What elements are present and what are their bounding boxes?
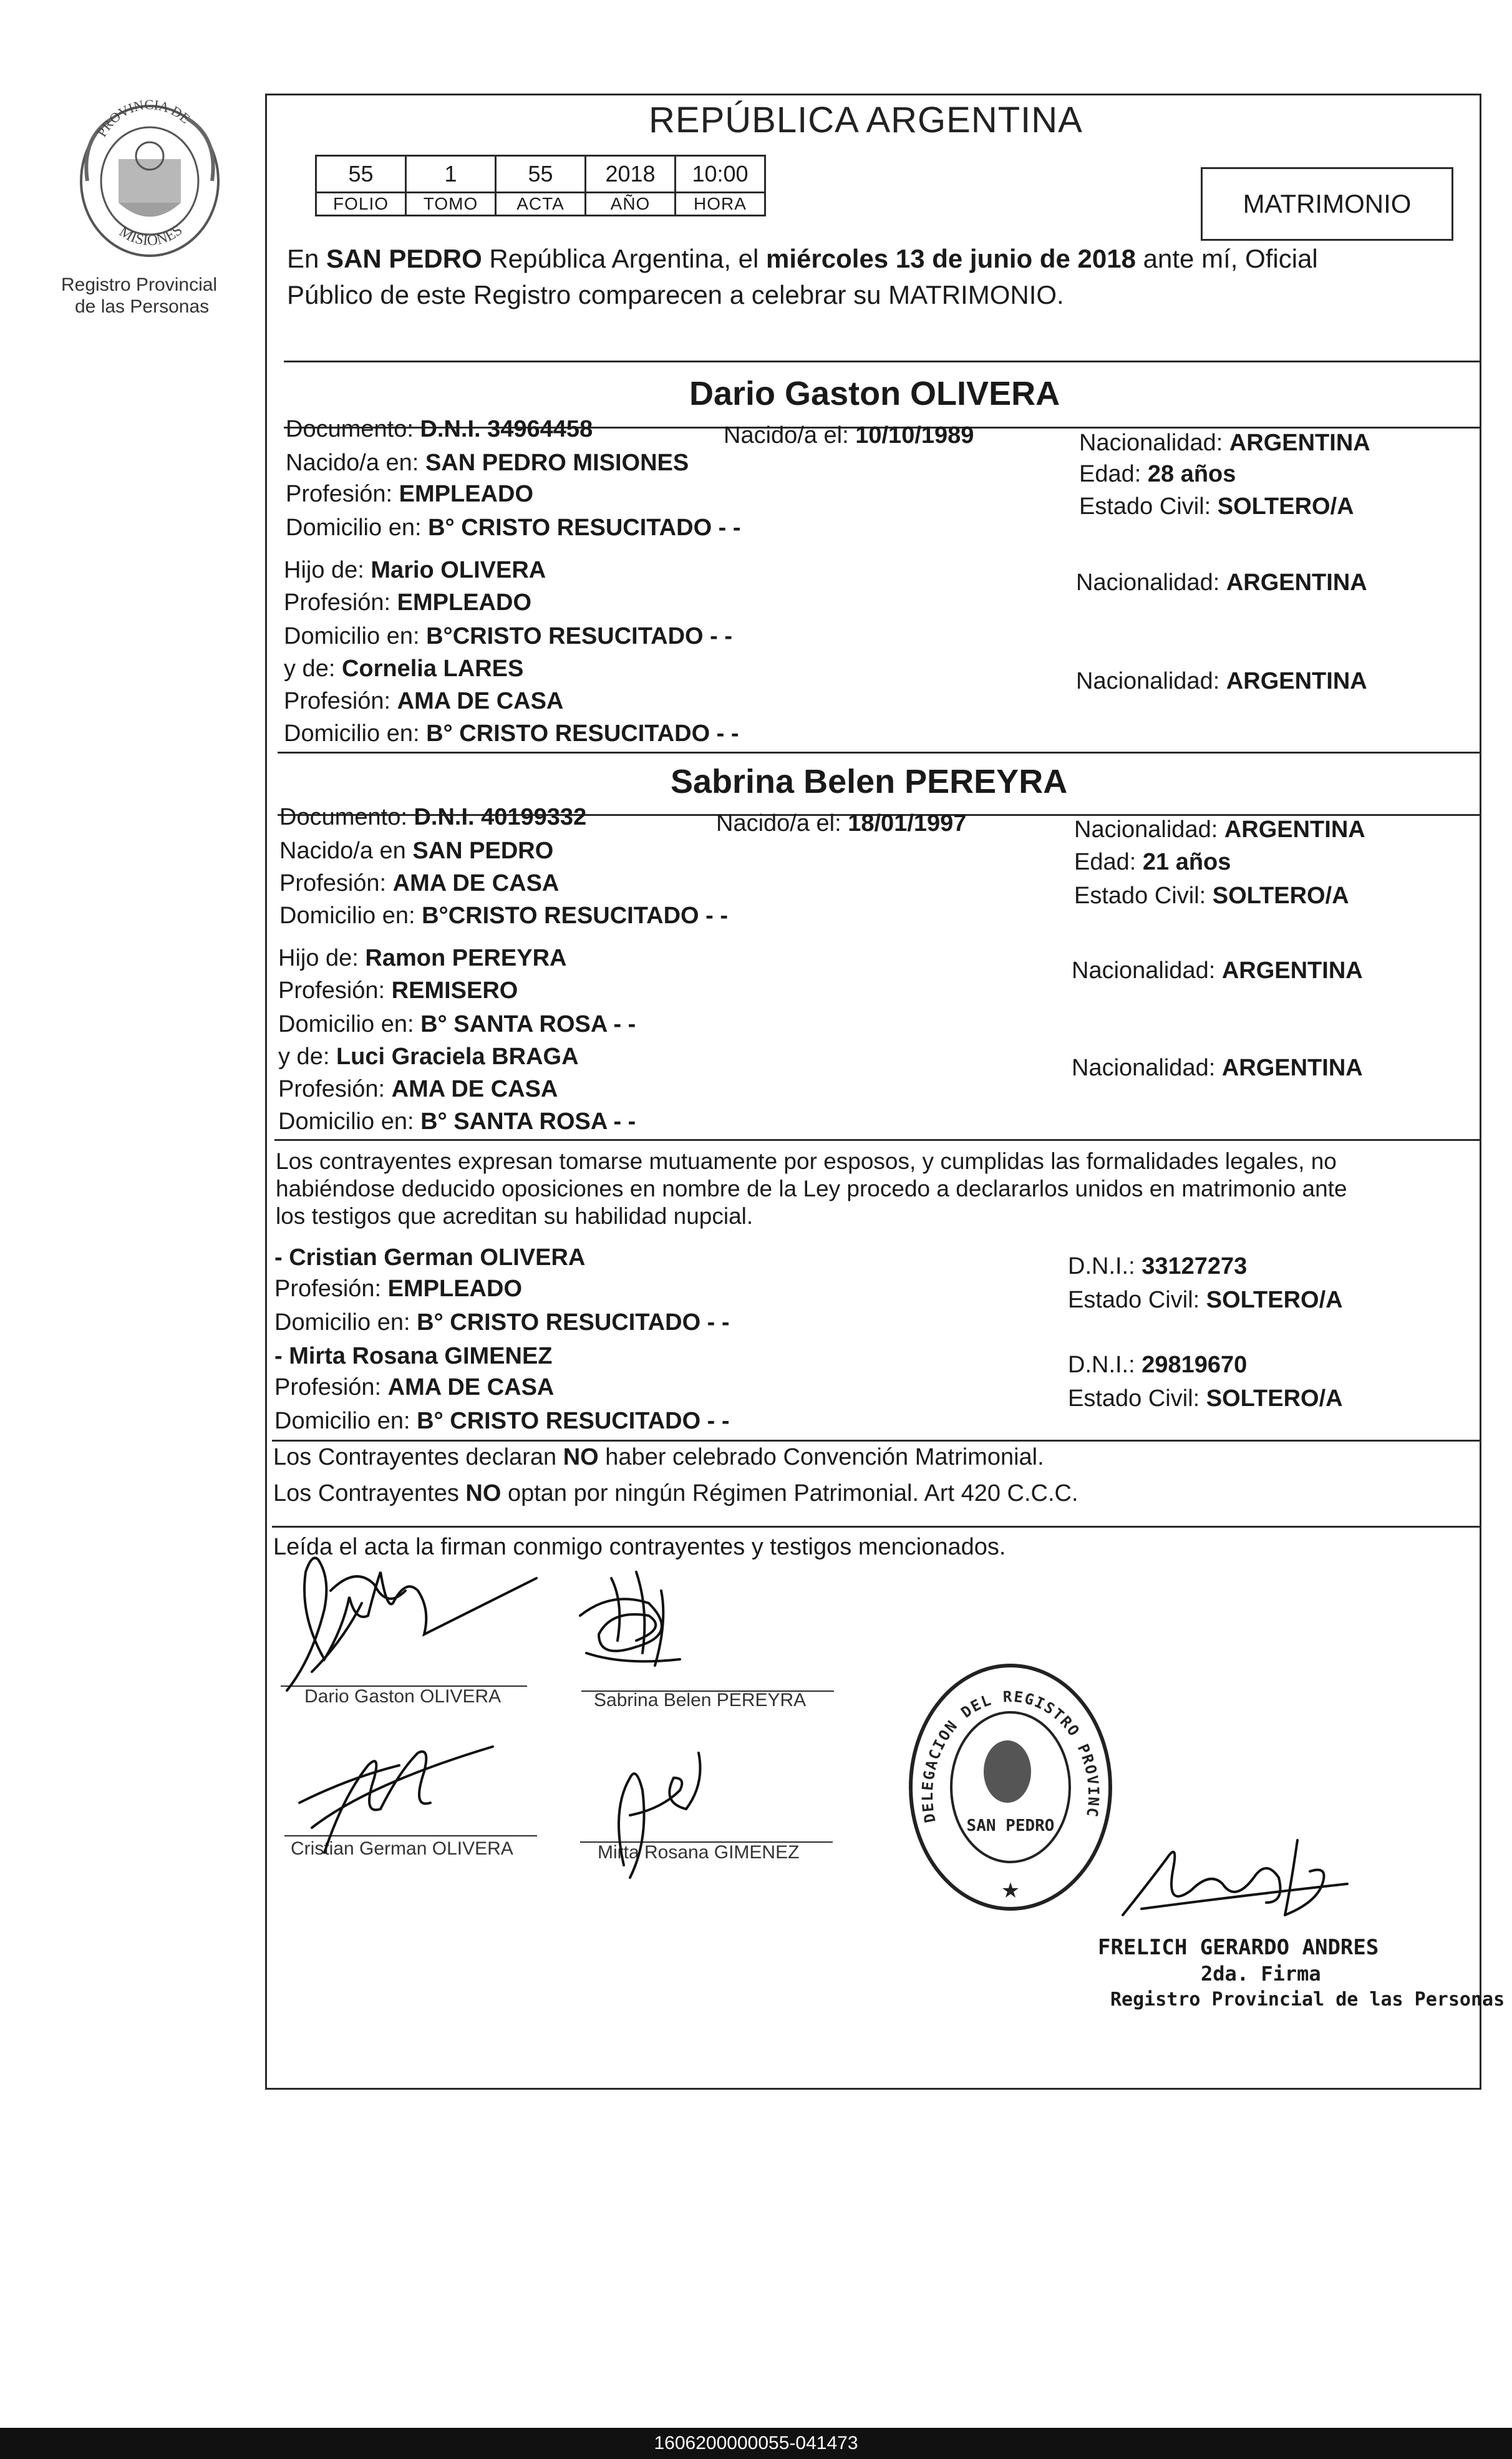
acta-value: 55 (496, 156, 586, 193)
anio-value: 2018 (586, 156, 676, 193)
spouse1-madre: y de: Cornelia LARES (284, 656, 524, 682)
acta-label: ACTA (496, 193, 586, 216)
intro-date: miércoles 13 de junio de 2018 (766, 244, 1136, 273)
spouse2-padre: Hijo de: Ramon PEREYRA (278, 945, 567, 971)
spouse1-domicilio: Domicilio en: B° CRISTO RESUCITADO - - (286, 515, 741, 541)
spouse2-padre-profesion: Profesión: REMISERO (278, 977, 518, 1004)
spouse2-padre-nacionalidad: Nacionalidad: ARGENTINA (1072, 958, 1363, 984)
intro-text-b: República Argentina, el (482, 244, 767, 273)
divider (272, 1440, 1481, 1442)
tomo-label: TOMO (406, 193, 496, 216)
declaration-line-1: Los contrayentes expresan tomarse mutuamente por esposos, y cumplidas las formalidades legales, no (276, 1148, 1337, 1174)
spouse2-documento: Documento: D.N.I. 40199332 (279, 804, 587, 830)
spouse2-madre: y de: Luci Graciela BRAGA (278, 1044, 579, 1070)
closing-text: Leída el acta la firman conmigo contrayentes y testigos mencionados. (273, 1534, 1006, 1560)
registry-logo-text (75, 100, 225, 262)
spouse1-padre-nacionalidad: Nacionalidad: ARGENTINA (1076, 570, 1367, 596)
stamp-center-text: SAN PEDRO (966, 1816, 1055, 1835)
hora-value: 10:00 (676, 156, 765, 193)
witness1-dni: D.N.I.: 33127273 (1068, 1253, 1248, 1279)
witness2-name: - Mirta Rosana GIMENEZ (274, 1343, 553, 1369)
convention-line-1: Los Contrayentes declaran NO haber celebrado Convención Matrimonial. (273, 1444, 1044, 1470)
spouse1-nacionalidad: Nacionalidad: ARGENTINA (1079, 430, 1370, 456)
signature-label-4: Mirta Rosana GIMENEZ (598, 1842, 800, 1863)
spouse1-madre-profesion: Profesión: AMA DE CASA (284, 688, 564, 714)
page-title: REPÚBLICA ARGENTINA (649, 100, 1083, 140)
handwritten-signatures (274, 1516, 898, 1915)
spouse2-domicilio: Domicilio en: B°CRISTO RESUCITADO - - (279, 903, 728, 929)
spouse2-estado: Estado Civil: SOLTERO/A (1074, 883, 1349, 909)
intro-text-c: ante mí, Oficial (1136, 244, 1318, 273)
intro-line-2: Público de este Registro comparecen a celebrar su MATRIMONIO. (287, 280, 1064, 309)
spouse1-nacido-el: Nacido/a el: 10/10/1989 (724, 422, 974, 449)
stamp-seal-icon (904, 1659, 1117, 1915)
signature-label-1: Dario Gaston OLIVERA (304, 1686, 502, 1707)
spouse1-edad: Edad: 28 años (1079, 461, 1236, 487)
spouse2-madre-domicilio: Domicilio en: B° SANTA ROSA - - (278, 1108, 636, 1135)
tomo-value: 1 (406, 156, 496, 193)
folio-value: 55 (316, 156, 406, 193)
spouse2-edad: Edad: 21 años (1074, 849, 1231, 875)
divider (278, 752, 1481, 754)
spouse1-padre-profesion: Profesión: EMPLEADO (284, 589, 532, 616)
convention-line-2: Los Contrayentes NO optan por ningún Régimen Patrimonial. Art 420 C.C.C. (273, 1480, 1078, 1506)
official-name: FRELICH GERARDO ANDRES (1098, 1935, 1379, 1960)
spouse2-profesion: Profesión: AMA DE CASA (279, 870, 560, 896)
official-signature (1110, 1821, 1372, 1946)
witness1-domicilio: Domicilio en: B° CRISTO RESUCITADO - - (274, 1309, 730, 1336)
intro-city: SAN PEDRO (326, 244, 482, 273)
spouse1-padre: Hijo de: Mario OLIVERA (284, 557, 546, 583)
witness2-estado: Estado Civil: SOLTERO/A (1068, 1385, 1343, 1412)
witness1-name: - Cristian German OLIVERA (274, 1244, 586, 1271)
svg-text:MISIONES: MISIONES (116, 221, 186, 250)
divider (284, 361, 1481, 362)
document-code-bar: 1606200000055-041473 (0, 2428, 1512, 2459)
witness1-profesion: Profesión: EMPLEADO (274, 1276, 523, 1302)
declaration-line-2: habiéndose deducido oposiciones en nombre de la Ley procedo a declararlos unidos en matrimonio ante (276, 1176, 1347, 1201)
spouse2-madre-profesion: Profesión: AMA DE CASA (278, 1076, 558, 1102)
witness2-profesion: Profesión: AMA DE CASA (274, 1374, 555, 1400)
spouse2-padre-domicilio: Domicilio en: B° SANTA ROSA - - (278, 1011, 636, 1037)
anio-label: AÑO (586, 193, 676, 216)
official-stamp (904, 1659, 1117, 1915)
intro-line-1 (287, 243, 1318, 274)
registry-seal (75, 100, 225, 262)
signature-label-2: Sabrina Belen PEREYRA (594, 1690, 807, 1710)
spouse2-nacido-el: Nacido/a el: 18/01/1997 (716, 810, 967, 837)
svg-text:PROVINCIA DE: PROVINCIA DE (93, 100, 193, 140)
stamp-ring-text: DELEGACION DEL REGISTRO PROVINC (918, 1687, 1103, 1825)
registry-label-2: de las Personas (75, 296, 210, 317)
spouse1-madre-nacionalidad: Nacionalidad: ARGENTINA (1076, 668, 1367, 694)
spouse1-padre-domicilio: Domicilio en: B°CRISTO RESUCITADO - - (284, 623, 732, 649)
spouse1-name: Dario Gaston OLIVERA (689, 375, 1060, 412)
spouse2-nacionalidad: Nacionalidad: ARGENTINA (1074, 817, 1365, 843)
spouse1-madre-domicilio: Domicilio en: B° CRISTO RESUCITADO - - (284, 720, 739, 747)
spouse1-estado: Estado Civil: SOLTERO/A (1079, 493, 1354, 520)
official-office: Registro Provincial de las Personas (1110, 1989, 1505, 2010)
folio-label: FOLIO (316, 193, 406, 216)
spouse1-nacido-en: Nacido/a en: SAN PEDRO MISIONES (286, 450, 689, 476)
spouse2-madre-nacionalidad: Nacionalidad: ARGENTINA (1072, 1055, 1363, 1081)
spouse1-profesion: Profesión: EMPLEADO (286, 481, 534, 507)
intro-text-a: En (287, 244, 327, 273)
act-type-box: MATRIMONIO (1201, 167, 1453, 241)
witness2-domicilio: Domicilio en: B° CRISTO RESUCITADO - - (274, 1408, 730, 1434)
spouse2-name: Sabrina Belen PEREYRA (671, 763, 1068, 800)
spouse1-documento: Documento: D.N.I. 34964458 (286, 416, 593, 442)
declaration-line-3: los testigos que acreditan su habilidad nupcial. (276, 1203, 754, 1229)
signature-label-3: Cristian German OLIVERA (291, 1838, 513, 1859)
divider (274, 1139, 1481, 1141)
registry-data-table (315, 155, 766, 216)
registry-label-1: Registro Provincial (61, 274, 218, 295)
spouse2-nacido-en: Nacido/a en SAN PEDRO (279, 838, 554, 864)
witness1-estado: Estado Civil: SOLTERO/A (1068, 1287, 1343, 1313)
official-role: 2da. Firma (1201, 1962, 1321, 1986)
hora-label: HORA (676, 193, 765, 216)
witness2-dni: D.N.I.: 29819670 (1068, 1352, 1248, 1378)
star-icon: ★ (1001, 1879, 1020, 1903)
